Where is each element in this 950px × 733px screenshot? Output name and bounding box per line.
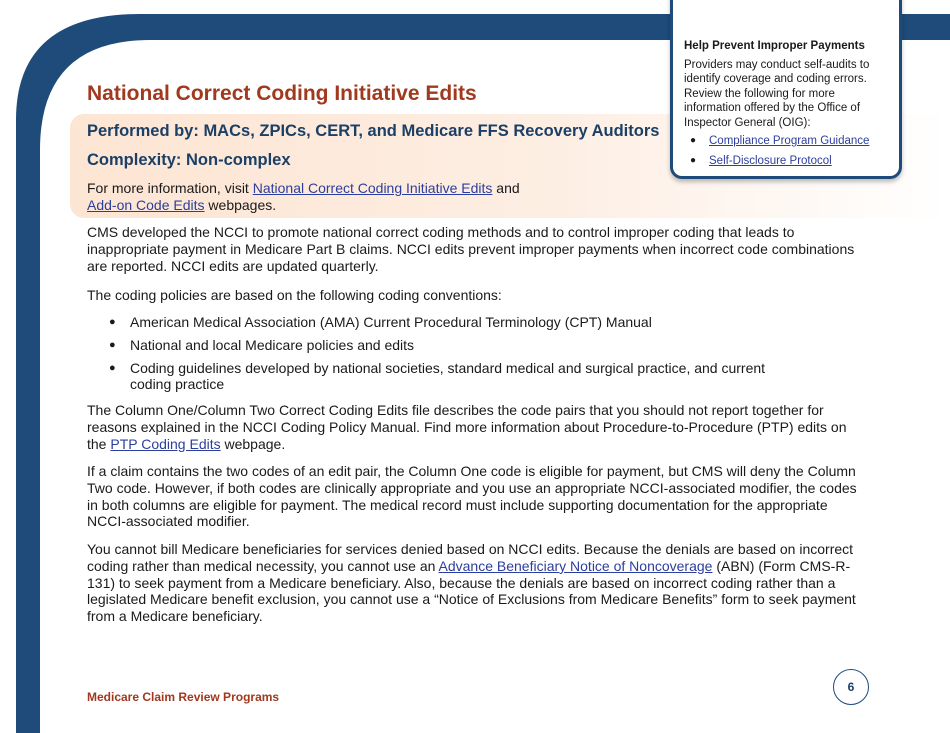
ncci-edits-link[interactable]: National Correct Coding Initiative Edits	[252, 180, 493, 196]
list-item-text: Coding guidelines developed by national societies, standard medical and surgical practice, and current coding practice	[130, 359, 766, 393]
page-title: National Correct Coding Initiative Edits	[87, 82, 477, 105]
add-on-code-edits-link[interactable]: Add-on Code Edits	[87, 197, 205, 213]
paragraph-conventions-intro: The coding policies are based on the following coding conventions:	[87, 287, 502, 303]
more-info-text	[87, 180, 647, 214]
bullet-icon: ●	[109, 338, 116, 351]
self-disclosure-link[interactable]: Self-Disclosure Protocol	[709, 155, 832, 167]
bullet-icon: ●	[690, 135, 697, 146]
bullet-icon: ●	[109, 361, 116, 374]
sidebox-text: Providers may conduct self-audits to identify coverage and coding errors. Review the following for more information offered by the Office of Inspector General (OIG):	[684, 59, 870, 129]
list-item	[87, 337, 790, 354]
footer-title: Medicare Claim Review Programs	[87, 690, 280, 704]
paragraph-billing	[87, 541, 857, 625]
column-edits-text: The Column One/Column Two Correct Coding Edits file describes the code pairs that you should not report together for reasons explained in the NCCI Coding Policy Manual. Find more information about Procedure-to-Procedure (PTP) edits on the	[87, 402, 847, 452]
bullet-icon: ●	[109, 316, 116, 328]
paragraph-edit-pair: If a claim contains the two codes of an edit pair, the Column One code is eligible for payment, but CMS will deny the Column Two code. However, if both codes are clinically appropriate and you use an appropriate NCCI-associated modifier, the codes in both columns are eligible for payment. The medical record must include supporting documentation for the appropriate NCCI-associated modifier.	[87, 463, 857, 530]
list-item	[87, 314, 790, 331]
more-info-prefix: For more information, visit	[87, 180, 253, 196]
list-item	[87, 360, 790, 394]
bullet-icon: ●	[690, 155, 697, 166]
more-info-middle: and	[492, 180, 520, 196]
sidebox-link-item	[684, 154, 869, 168]
paragraph-ncci-intro: CMS developed the NCCI to promote national correct coding methods and to control improper coding that leads to inappropriate payment in Medicare Part B claims. NCCI edits prevent improper payments when incorrect code combinations are reported. NCCI edits are updated quarterly.	[87, 224, 855, 274]
billing-suffix: (ABN) (Form CMS-R-131) to seek payment from a Medicare beneficiary. Also, because the denials are based on incorrect coding rather than a legislated Medicare benefit exclusion, you cannot use a “Notice of Exclusions from Medicare Benefits” form to seek payment from a Medicare beneficiary.	[87, 557, 856, 625]
performed-by-heading: Performed by: MACs, ZPICs, CERT, and Medicare FFS Recovery Auditors	[87, 122, 660, 140]
conventions-list	[87, 314, 857, 399]
complexity-heading: Complexity: Non-complex	[87, 151, 291, 169]
page-number-badge: 6	[833, 669, 869, 705]
ptp-coding-edits-link[interactable]: PTP Coding Edits	[110, 435, 221, 452]
help-prevent-sidebox	[670, 0, 902, 179]
billing-prefix: You cannot bill Medicare beneficiaries for services denied based on NCCI edits. Because the denials are based on incorrect coding rather than medical necessity, you cannot use an	[87, 541, 854, 574]
more-info-suffix: webpages.	[204, 197, 277, 213]
sidebox-link-item	[684, 134, 869, 148]
sidebox-title: Help Prevent Improper Payments	[684, 40, 865, 52]
abn-link[interactable]: Advance Beneficiary Notice of Noncoverage	[438, 557, 713, 574]
list-item-text: American Medical Association (AMA) Current Procedural Terminology (CPT) Manual	[130, 314, 652, 330]
compliance-guidance-link[interactable]: Compliance Program Guidance	[709, 135, 870, 147]
paragraph-column-edits	[87, 402, 857, 452]
sidebox-links	[684, 134, 869, 174]
column-edits-suffix: webpage.	[220, 435, 286, 452]
list-item-text: National and local Medicare policies and edits	[130, 336, 415, 353]
